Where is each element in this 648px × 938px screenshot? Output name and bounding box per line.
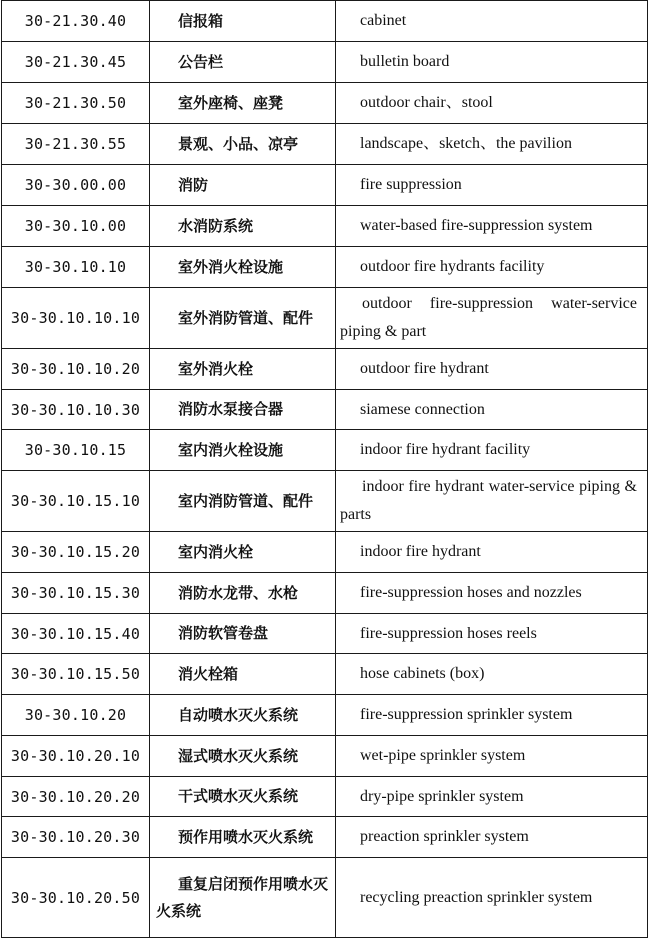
code-cell: 30-30.10.20.30 [2,817,150,858]
table-row [2,573,648,614]
code-cell: 30-30.10.15.50 [2,654,150,695]
table-row [2,777,648,817]
chinese-term-cell: 干式喷水灭火系统 [150,777,336,817]
table-row [2,288,648,349]
chinese-term-cell: 信报箱 [150,1,336,42]
english-term-cell: water-based fire-suppression system [336,206,648,247]
english-term-cell: landscape、sketch、the pavilion [336,124,648,165]
english-term-cell: outdoor fire-suppression water-service piping & part [336,288,648,349]
english-term-cell: hose cabinets (box) [336,654,648,695]
chinese-term-cell: 自动喷水灭火系统 [150,695,336,736]
english-term-cell: fire suppression [336,165,648,206]
english-term-cell: cabinet [336,1,648,42]
english-term-cell: indoor fire hydrant [336,532,648,573]
chinese-term-cell: 室外消火栓 [150,349,336,390]
chinese-term-cell: 室外座椅、座凳 [150,83,336,124]
chinese-term-cell: 湿式喷水灭火系统 [150,736,336,777]
code-cell: 30-21.30.55 [2,124,150,165]
table-row [2,858,648,938]
english-term-cell: siamese connection [336,390,648,430]
table-row [2,42,648,83]
table-row [2,165,648,206]
table-row [2,736,648,777]
table-row [2,817,648,858]
code-cell: 30-30.10.10.10 [2,288,150,349]
english-term-cell: outdoor chair、stool [336,83,648,124]
table-row [2,124,648,165]
chinese-term-cell: 室内消火栓 [150,532,336,573]
code-cell: 30-30.00.00 [2,165,150,206]
table-row [2,1,648,42]
chinese-term-cell: 室外消火栓设施 [150,247,336,288]
chinese-term-cell: 景观、小品、凉亭 [150,124,336,165]
english-term-cell: recycling preaction sprinkler system [336,858,648,938]
english-term-cell: bulletin board [336,42,648,83]
chinese-term-cell: 水消防系统 [150,206,336,247]
code-cell: 30-30.10.20 [2,695,150,736]
english-term-cell: wet-pipe sprinkler system [336,736,648,777]
english-term-cell: dry-pipe sprinkler system [336,777,648,817]
code-cell: 30-30.10.00 [2,206,150,247]
code-cell: 30-30.10.15.10 [2,471,150,532]
chinese-term-cell: 预作用喷水灭火系统 [150,817,336,858]
table-row [2,206,648,247]
chinese-term-cell: 重复启闭预作用喷水灭火系统 [150,858,336,938]
code-cell: 30-30.10.20.50 [2,858,150,938]
table-row [2,349,648,390]
english-term-cell: outdoor fire hydrants facility [336,247,648,288]
chinese-term-cell: 室外消防管道、配件 [150,288,336,349]
english-term-cell: outdoor fire hydrant [336,349,648,390]
table-row [2,430,648,471]
table-row [2,390,648,430]
classification-table [1,0,648,938]
english-term-cell: indoor fire hydrant water-service piping & parts [336,471,648,532]
code-cell: 30-30.10.15.30 [2,573,150,614]
table-row [2,83,648,124]
code-cell: 30-30.10.10 [2,247,150,288]
chinese-term-cell: 消防软管卷盘 [150,614,336,654]
chinese-term-cell: 消防水龙带、水枪 [150,573,336,614]
chinese-term-cell: 消防 [150,165,336,206]
chinese-term-cell: 消防水泵接合器 [150,390,336,430]
code-cell: 30-30.10.15.40 [2,614,150,654]
table-row [2,532,648,573]
english-term-cell: fire-suppression hoses reels [336,614,648,654]
table-row [2,695,648,736]
chinese-term-cell: 室内消火栓设施 [150,430,336,471]
table-row [2,614,648,654]
code-cell: 30-21.30.40 [2,1,150,42]
code-cell: 30-21.30.45 [2,42,150,83]
english-term-cell: preaction sprinkler system [336,817,648,858]
code-cell: 30-30.10.10.20 [2,349,150,390]
code-cell: 30-30.10.20.10 [2,736,150,777]
code-cell: 30-30.10.15 [2,430,150,471]
chinese-term-cell: 室内消防管道、配件 [150,471,336,532]
english-term-cell: fire-suppression hoses and nozzles [336,573,648,614]
chinese-term-cell: 公告栏 [150,42,336,83]
english-term-cell: fire-suppression sprinkler system [336,695,648,736]
table-row [2,654,648,695]
code-cell: 30-21.30.50 [2,83,150,124]
table-row [2,471,648,532]
code-cell: 30-30.10.20.20 [2,777,150,817]
table-row [2,247,648,288]
english-term-cell: indoor fire hydrant facility [336,430,648,471]
chinese-term-cell: 消火栓箱 [150,654,336,695]
code-cell: 30-30.10.15.20 [2,532,150,573]
code-cell: 30-30.10.10.30 [2,390,150,430]
